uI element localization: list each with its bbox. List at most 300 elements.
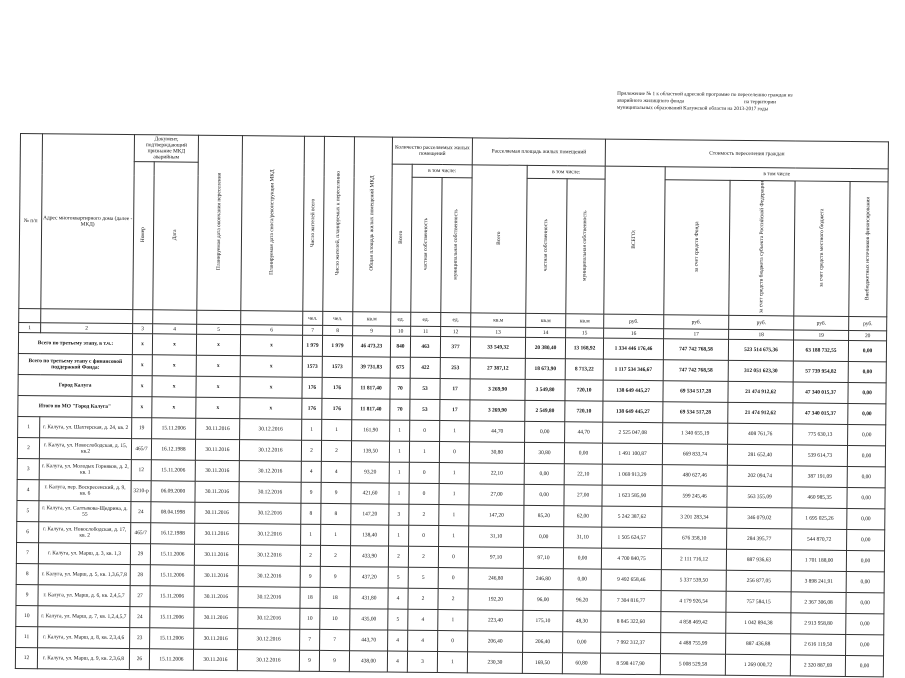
resettlement-table xyxy=(15,133,889,678)
row-cell: 887 436,88 xyxy=(726,634,791,656)
column-number-cell: 20 xyxy=(849,331,887,341)
row-number: 4 xyxy=(17,480,39,501)
row-cell: 22,10 xyxy=(469,463,524,485)
row-cell: 9 xyxy=(319,651,349,672)
summary-cell: 747 742 768,58 xyxy=(663,339,728,361)
row-cell: 4 700 840,75 xyxy=(601,548,661,570)
summary-cell: x xyxy=(152,355,196,376)
row-cell: 0,00 xyxy=(524,464,564,485)
unit-cell: чел. xyxy=(323,312,353,326)
summary-cell: 21 474 912,62 xyxy=(728,382,793,404)
row-cell: 2 xyxy=(321,441,351,462)
row-cell: 5 xyxy=(388,567,408,588)
row-cell: 5 337 539,50 xyxy=(661,570,726,592)
row-cell: 8 598 417,90 xyxy=(600,653,660,675)
row-cell: 30.11.2016 xyxy=(195,439,239,460)
column-number-cell: 6 xyxy=(241,325,303,336)
row-address: г. Калуга, ул. Молодых Горняков, д. 2, кв. 1 xyxy=(39,459,131,481)
row-cell: 8 xyxy=(321,504,351,525)
unit-cell: руб. xyxy=(664,315,729,330)
header-area-private: частная собственность xyxy=(526,178,567,314)
summary-cell: 21 474 912,62 xyxy=(728,403,793,425)
column-number-cell: 12 xyxy=(441,327,471,337)
row-cell: 0,00 xyxy=(845,656,883,677)
row-cell: 408 761,76 xyxy=(728,424,793,446)
row-cell: 9 492 658,46 xyxy=(601,569,661,591)
appendix-note xyxy=(617,91,857,115)
summary-cell: 523 514 675,36 xyxy=(728,340,793,362)
header-cost-extra: Внебюджетных источников финансирования xyxy=(849,181,888,317)
row-cell: 30.12.2016 xyxy=(239,524,301,546)
summary-cell: 11 817,40 xyxy=(352,378,390,399)
header-rooms-including: в том числе: xyxy=(412,164,472,178)
row-cell: 0,00 xyxy=(848,425,886,446)
summary-cell: 69 534 517,28 xyxy=(663,381,728,403)
row-cell: 284 395,77 xyxy=(727,529,792,551)
row-cell: 599 245,46 xyxy=(662,486,727,508)
row-cell: 465/7 xyxy=(131,439,151,460)
row-cell: 0,00 xyxy=(524,527,564,548)
row-cell: 5 242 387,62 xyxy=(602,506,662,528)
header-cost-region: за счет средств бюджета субъекта Российской Федерации xyxy=(729,180,795,316)
header-cost-local: за счет средств местного бюджета xyxy=(794,181,850,317)
row-address: г. Калуга, ул. Марш, д. 8, кв. 2,3,4,6 xyxy=(38,627,130,649)
row-cell: 4 xyxy=(408,609,438,630)
column-number-cell: 5 xyxy=(197,324,241,334)
row-cell: 0 xyxy=(438,568,468,589)
summary-cell: x xyxy=(196,355,240,376)
header-address: Адрес многоквартирного дома (далее - МКД) xyxy=(41,134,135,310)
unit-cell: кв.м xyxy=(471,313,526,328)
row-cell: 10 xyxy=(320,609,350,630)
row-cell: 7 304 816,77 xyxy=(601,590,661,612)
header-doc-number: Номер xyxy=(133,162,154,310)
row-cell: 1 xyxy=(438,610,468,631)
row-cell: 246,80 xyxy=(523,569,563,590)
summary-cell: 176 xyxy=(322,399,352,420)
row-cell: 15.11.2006 xyxy=(150,586,194,607)
row-cell: 1 069 913,29 xyxy=(602,464,662,486)
row-cell: 1 xyxy=(440,421,470,442)
row-cell: 1 xyxy=(389,462,409,483)
summary-cell: 46 473,23 xyxy=(352,336,390,357)
row-cell: 7 992 312,37 xyxy=(601,632,661,654)
row-cell: 24 xyxy=(131,502,151,523)
row-cell: 15.11.2006 xyxy=(150,628,194,649)
summary-cell: 53 xyxy=(410,378,440,399)
row-cell: 8 xyxy=(301,503,321,524)
row-cell: 15.11.2006 xyxy=(152,418,196,439)
summary-cell: x xyxy=(152,376,196,397)
row-cell: 2 367 306,08 xyxy=(791,592,846,614)
summary-cell: 312 051 623,30 xyxy=(728,361,793,383)
row-cell: 0 xyxy=(409,462,439,483)
row-cell: 15.11.2006 xyxy=(150,565,194,586)
row-cell: 15.11.2006 xyxy=(150,544,194,565)
summary-cell: 1573 xyxy=(302,356,322,377)
row-cell: 281 652,40 xyxy=(727,445,792,467)
row-cell: 175,10 xyxy=(523,611,563,632)
row-number: 6 xyxy=(17,522,39,543)
row-cell: 0,00 xyxy=(847,446,885,467)
summary-cell: 1 979 xyxy=(322,336,352,357)
row-cell: 1 xyxy=(390,420,410,441)
row-cell: 0,00 xyxy=(846,572,884,593)
row-cell: 12 xyxy=(131,460,151,481)
row-cell: 2 320 887,69 xyxy=(790,655,845,677)
row-cell: 30.12.2016 xyxy=(239,440,301,462)
summary-cell: x xyxy=(132,376,152,397)
unit-cell: руб. xyxy=(729,316,794,331)
unit-cell: чел. xyxy=(303,311,323,325)
row-cell: 669 833,74 xyxy=(662,444,727,466)
row-number: 7 xyxy=(16,543,38,564)
row-cell: 0,00 xyxy=(846,593,884,614)
row-cell: 30.12.2016 xyxy=(238,545,300,567)
row-cell: 30.12.2016 xyxy=(239,461,301,483)
row-cell: 30.11.2016 xyxy=(194,544,238,565)
appendix-note-line2: аварийного жилищного фонда на территории xyxy=(616,97,776,106)
summary-cell: 20 380,40 xyxy=(525,338,565,359)
row-cell: 27 xyxy=(130,586,150,607)
row-cell: 44,70 xyxy=(470,421,525,443)
row-cell: 2 913 958,80 xyxy=(791,613,846,635)
row-address: г. Калуга, ул. Марш, д. 5, кв. 1,3,6,7,8 xyxy=(38,564,130,586)
program-table-sheet xyxy=(15,133,888,678)
row-cell: 3 xyxy=(407,651,437,672)
row-cell: 4 488 755,99 xyxy=(661,633,726,655)
row-cell: 431,80 xyxy=(350,588,388,609)
header-area-municipal: муниципальная собственность xyxy=(566,179,605,315)
summary-cell: 18 673,90 xyxy=(525,359,565,380)
row-cell: 563 355,09 xyxy=(727,487,792,509)
row-cell: 93,20 xyxy=(351,462,389,483)
header-residents: Число жителей всего xyxy=(303,136,325,311)
header-cost-fund: за счет средств Фонда xyxy=(664,180,730,316)
summary-cell: x xyxy=(240,335,302,357)
row-cell: 2 xyxy=(438,589,468,610)
row-cell: 202 094,74 xyxy=(727,466,792,488)
row-cell: 3 898 241,91 xyxy=(791,571,846,593)
row-cell: 5 008 529,58 xyxy=(660,654,725,676)
summary-cell: 33 549,32 xyxy=(470,337,525,359)
summary-cell: x xyxy=(196,397,240,418)
row-cell: 30,80 xyxy=(524,443,564,464)
row-cell: 0 xyxy=(409,483,439,504)
row-cell: 0,00 xyxy=(563,548,601,569)
row-cell: 28 xyxy=(130,565,150,586)
row-cell: 539 614,73 xyxy=(792,445,847,467)
row-cell: 15.11.2006 xyxy=(151,460,195,481)
row-cell: 0,00 xyxy=(847,488,885,509)
summary-cell: 0,00 xyxy=(848,362,886,383)
row-cell: 3 xyxy=(389,504,409,525)
row-cell: 1 xyxy=(389,441,409,462)
unit-cell xyxy=(19,309,41,323)
row-cell: 147,20 xyxy=(469,505,524,527)
row-cell: 1 623 585,90 xyxy=(602,485,662,507)
column-number-cell: 4 xyxy=(153,324,197,334)
column-number-cell: 3 xyxy=(133,324,153,334)
summary-label: Город Калуга xyxy=(18,375,132,397)
row-cell: 0 xyxy=(439,442,469,463)
row-cell: 387 191,09 xyxy=(792,466,847,488)
row-cell: 31,10 xyxy=(564,527,602,548)
summary-cell: 0,00 xyxy=(848,404,886,425)
row-cell: 0 xyxy=(438,547,468,568)
header-residents-planned: Число жителей, планируемых к переселению xyxy=(323,136,355,312)
row-cell: 1 xyxy=(409,441,439,462)
row-cell: 757 584,15 xyxy=(726,592,791,614)
column-number-cell: 11 xyxy=(411,326,441,336)
row-cell: 421,60 xyxy=(351,483,389,504)
row-cell: 7 xyxy=(300,629,320,650)
unit-cell: руб. xyxy=(604,314,664,329)
summary-cell: x xyxy=(240,398,302,420)
row-cell: 31,10 xyxy=(469,526,524,548)
summary-cell: 176 xyxy=(302,398,322,419)
summary-cell: 3 549,80 xyxy=(525,380,565,401)
summary-cell: 11 817,40 xyxy=(352,399,390,420)
row-cell: 30.11.2016 xyxy=(195,502,239,523)
column-number-cell: 19 xyxy=(794,330,849,341)
row-cell: 169,50 xyxy=(522,653,562,674)
row-address: г. Калуга, ул. Марш, д. 9, кв. 2,3,6,8 xyxy=(37,648,129,670)
row-cell: 23 xyxy=(130,628,150,649)
row-cell: 2 xyxy=(300,545,320,566)
column-number-cell: 13 xyxy=(471,327,526,338)
header-cost: Стоимость переселения граждан xyxy=(605,139,888,169)
summary-cell: 720,10 xyxy=(565,401,603,422)
header-area-resettled: Расселяемая площадь жилых помещений xyxy=(472,138,605,166)
summary-cell: 747 742 768,58 xyxy=(663,360,728,382)
unit-cell xyxy=(41,309,133,324)
row-cell: 0,00 xyxy=(525,422,565,443)
row-cell: 2 616 119,50 xyxy=(791,634,846,656)
unit-cell: ед. xyxy=(391,312,411,326)
unit-cell xyxy=(133,310,153,324)
row-cell: 10 xyxy=(300,608,320,629)
row-cell: 4 858 469,42 xyxy=(661,612,726,634)
row-cell: 433,90 xyxy=(350,546,388,567)
row-cell: 1 042 894,38 xyxy=(726,613,791,635)
row-cell: 438,00 xyxy=(349,651,387,672)
row-cell: 4 xyxy=(321,462,351,483)
unit-cell xyxy=(153,310,197,324)
row-cell: 30.11.2016 xyxy=(195,481,239,502)
row-cell: 139,50 xyxy=(351,441,389,462)
row-cell: 223,40 xyxy=(468,610,523,632)
row-cell: 0 xyxy=(410,420,440,441)
row-cell: 5 xyxy=(388,609,408,630)
row-cell: 24 xyxy=(130,607,150,628)
summary-cell: 1573 xyxy=(322,357,352,378)
summary-cell: 53 xyxy=(410,399,440,420)
row-cell: 96,00 xyxy=(523,590,563,611)
header-planned-resettlement: Планируемая дата окончания переселения xyxy=(197,135,243,311)
row-cell: 1 xyxy=(301,524,321,545)
summary-cell: 70 xyxy=(390,399,410,420)
header-num: № п/п xyxy=(19,134,43,309)
column-number-cell: 10 xyxy=(391,326,411,336)
summary-cell: 17 xyxy=(440,379,470,400)
row-cell: 192,20 xyxy=(468,589,523,611)
unit-cell: кв.м xyxy=(353,312,391,326)
summary-cell: 27 387,12 xyxy=(470,358,525,380)
row-address: г. Калуга, ул. Салтыкова-Щедрина, д. 55 xyxy=(39,501,131,523)
row-cell: 8 845 322,60 xyxy=(601,611,661,633)
row-cell: 27,00 xyxy=(564,485,602,506)
row-cell: 1 xyxy=(439,526,469,547)
row-cell: 465/7 xyxy=(131,523,151,544)
row-cell: 16.12.1988 xyxy=(151,523,195,544)
row-cell: 1 505 624,57 xyxy=(602,527,662,549)
row-cell: 3 201 283,34 xyxy=(662,507,727,529)
row-address: г. Калуга, ул. Шахтерская, д. 24, кв. 2 xyxy=(40,417,132,439)
row-cell: 9 xyxy=(320,567,350,588)
row-cell: 2 525 047,08 xyxy=(603,422,663,444)
row-cell: 4 xyxy=(388,630,408,651)
summary-cell: 138 649 445,27 xyxy=(603,380,663,402)
row-cell: 9 xyxy=(321,483,351,504)
row-cell: 15.11.2006 xyxy=(150,607,194,628)
header-planned-demolition: Планируемая дата сноса/реконструкции МКД xyxy=(241,136,305,312)
summary-cell: 47 340 015,37 xyxy=(793,403,848,425)
row-cell: 1 xyxy=(439,463,469,484)
row-cell: 2 xyxy=(320,546,350,567)
header-area-including: в том числе: xyxy=(527,165,605,179)
unit-cell xyxy=(241,311,303,326)
summary-cell: x xyxy=(152,397,196,418)
row-number: 3 xyxy=(17,459,39,480)
row-cell: 230,30 xyxy=(467,652,522,674)
summary-cell: 422 xyxy=(410,357,440,378)
summary-cell: 13 168,92 xyxy=(565,338,603,359)
summary-cell: 176 xyxy=(302,377,322,398)
row-cell: 1 491 100,87 xyxy=(602,443,662,465)
row-cell: 0,00 xyxy=(563,569,601,590)
row-cell: 18 xyxy=(300,587,320,608)
column-number-cell: 15 xyxy=(566,328,604,338)
row-cell: 1 xyxy=(302,419,322,440)
header-total-area: Общая площадь жилых помещений МКД xyxy=(353,137,393,313)
row-cell: 48,30 xyxy=(563,611,601,632)
summary-cell: 675 xyxy=(390,357,410,378)
summary-cell: 1 117 534 346,67 xyxy=(603,359,663,381)
row-cell: 9 xyxy=(301,482,321,503)
summary-label: Всего по третьему этапу с финансовой поддержкой Фонда: xyxy=(18,354,132,376)
row-cell: 4 179 926,54 xyxy=(661,591,726,613)
row-cell: 30.11.2016 xyxy=(196,418,240,439)
column-number-cell: 1 xyxy=(19,323,41,333)
column-number-cell: 17 xyxy=(664,329,729,340)
row-cell: 85,20 xyxy=(524,506,564,527)
row-address: г. Калуга, пер. Воскресенский, д. 9, кв. 6 xyxy=(39,480,131,502)
row-cell: 22,10 xyxy=(564,464,602,485)
header-cost-including: в том числе xyxy=(665,167,888,182)
row-cell: 18 xyxy=(320,588,350,609)
header-rooms-total: Всего xyxy=(391,164,412,312)
summary-cell: 70 xyxy=(390,378,410,399)
summary-cell: x xyxy=(240,356,302,378)
row-address: г. Калуга, ул. Марш, д. 6, кв. 2,4,5,7 xyxy=(38,585,130,607)
row-cell: 544 870,72 xyxy=(792,529,847,551)
row-cell: 0,00 xyxy=(564,443,602,464)
row-cell: 30.11.2016 xyxy=(194,586,238,607)
row-cell: 97,10 xyxy=(468,547,523,569)
row-cell: 0,00 xyxy=(846,551,884,572)
row-cell: 0,00 xyxy=(846,635,884,656)
summary-cell: 0,00 xyxy=(848,383,886,404)
summary-cell: 17 xyxy=(440,400,470,421)
row-cell: 1 701 188,00 xyxy=(791,550,846,572)
row-cell: 4 xyxy=(387,651,407,672)
row-cell: 27,00 xyxy=(469,484,524,506)
row-address: г. Калуга, ул. Марш, д. 3, кв. 1,3 xyxy=(38,543,130,565)
column-number-cell: 14 xyxy=(526,328,566,338)
column-number-cell: 16 xyxy=(604,328,664,339)
summary-cell: 69 534 517,28 xyxy=(663,402,728,424)
row-number: 12 xyxy=(15,648,37,669)
row-cell: 30.11.2016 xyxy=(195,523,239,544)
header-cost-total: ВСЕГО: xyxy=(604,166,665,315)
row-cell: 30.11.2016 xyxy=(194,607,238,628)
summary-label: Всего по третьему этапу, в т.ч.: xyxy=(18,333,132,355)
row-cell: 4 xyxy=(301,461,321,482)
row-number: 10 xyxy=(16,606,38,627)
row-cell: 256 877,05 xyxy=(726,571,791,593)
row-cell: 30.12.2016 xyxy=(238,608,300,630)
row-cell: 5 xyxy=(408,567,438,588)
row-cell: 2 xyxy=(408,546,438,567)
unit-cell: кв.м xyxy=(526,314,566,328)
row-cell: 60,80 xyxy=(562,653,600,674)
row-number: 8 xyxy=(16,564,38,585)
summary-cell: 47 340 015,37 xyxy=(793,382,848,404)
row-cell: 1 xyxy=(389,525,409,546)
row-cell: 206,40 xyxy=(523,632,563,653)
column-number-cell: 2 xyxy=(41,323,133,334)
row-cell: 0,00 xyxy=(524,485,564,506)
row-cell: 30.11.2016 xyxy=(194,628,238,649)
header-rooms-private: частная собственность xyxy=(411,177,442,313)
summary-cell: 253 xyxy=(440,358,470,379)
row-cell: 62,00 xyxy=(564,506,602,527)
row-cell: 97,10 xyxy=(523,548,563,569)
row-cell: 30.11.2016 xyxy=(193,649,237,670)
column-number-cell: 9 xyxy=(353,326,391,336)
row-cell: 0,00 xyxy=(847,509,885,530)
row-cell: 4 xyxy=(408,630,438,651)
row-cell: 0 xyxy=(438,631,468,652)
summary-cell: 840 xyxy=(390,336,410,357)
row-cell: 2 111 716,12 xyxy=(661,549,726,571)
row-cell: 435,00 xyxy=(350,609,388,630)
summary-cell: 0,00 xyxy=(848,341,886,362)
summary-cell: 463 xyxy=(410,336,440,357)
row-cell: 30.12.2016 xyxy=(240,419,302,441)
summary-cell: x xyxy=(132,397,152,418)
column-number-cell: 18 xyxy=(729,330,794,341)
summary-cell: 39 731,83 xyxy=(352,357,390,378)
row-cell: 16.12.1988 xyxy=(151,439,195,460)
summary-cell: 176 xyxy=(322,378,352,399)
summary-cell: 720,10 xyxy=(565,380,603,401)
summary-label: Итого по МО "Город Калуга" xyxy=(18,396,132,418)
summary-cell: 138 649 445,27 xyxy=(603,401,663,423)
row-cell: 15.11.2006 xyxy=(149,649,193,670)
row-cell: 9 xyxy=(299,650,319,671)
